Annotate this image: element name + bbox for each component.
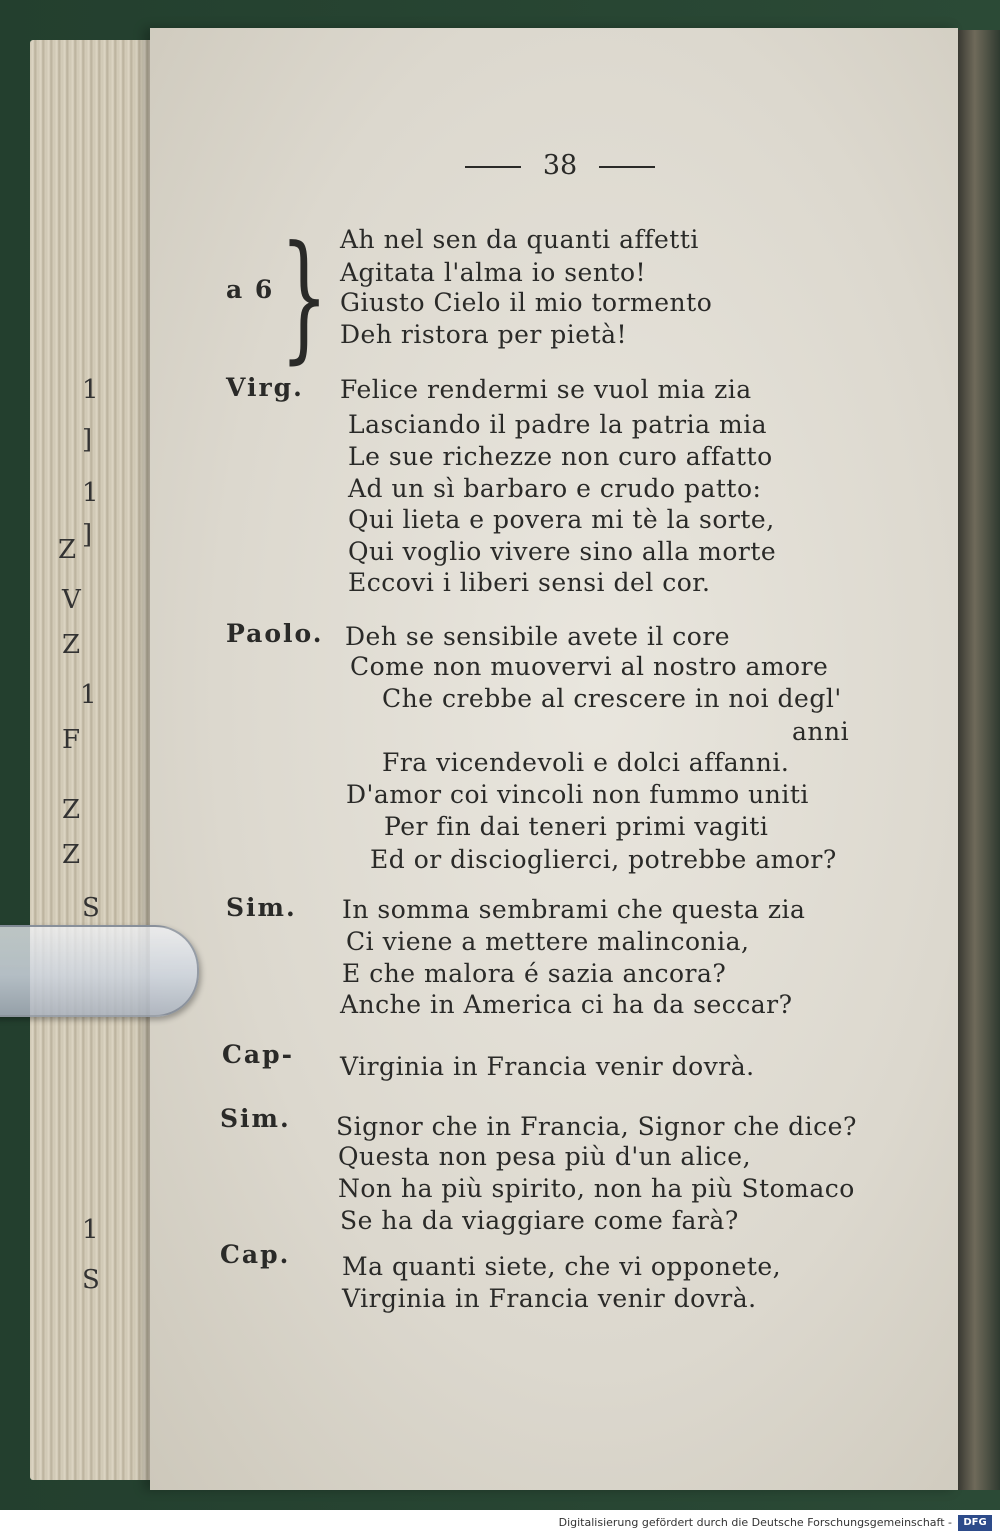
verse-line: Anche in America ci ha da seccar? [340, 990, 793, 1019]
speaker-label: Sim. [220, 1104, 291, 1133]
verse-line: Signor che in Francia, Signor che dice? [336, 1112, 857, 1141]
header-dash-left [465, 166, 521, 168]
verse-line: Felice rendermi se vuol mia zia [340, 375, 752, 404]
verse-line: anni [792, 717, 850, 746]
margin-mark: 1 [80, 680, 97, 710]
verse-line: Virginia in Francia venir dovrà. [340, 1052, 755, 1081]
page-number: 38 [542, 150, 578, 181]
speaker-label: Cap- [222, 1040, 294, 1069]
margin-mark: Z [62, 630, 81, 660]
margin-mark: V [62, 585, 81, 615]
verse-line: Le sue richezze non curo affatto [348, 442, 773, 471]
glass-ruler [0, 925, 199, 1017]
margin-mark: Z [62, 840, 81, 870]
verse-line: Ci viene a mettere malinconia, [346, 927, 750, 956]
verse-line: In somma sembrami che questa zia [342, 895, 806, 924]
verse-line: Fra vicendevoli e dolci affanni. [382, 748, 790, 777]
verse-line: Ed or discioglierci, potrebbe amor? [370, 845, 837, 874]
speaker-label: Sim. [226, 893, 297, 922]
verse-line: Virginia in Francia venir dovrà. [342, 1284, 757, 1313]
margin-mark: Z [58, 535, 77, 565]
verse-line: E che malora é sazia ancora? [342, 959, 727, 988]
verse-line: Qui lieta e povera mi tè la sorte, [348, 505, 775, 534]
verse-line: Giusto Cielo il mio tormento [340, 288, 713, 317]
verse-line: Lasciando il padre la patria mia [348, 410, 768, 439]
margin-mark: 1 [82, 1215, 99, 1245]
header-dash-right [599, 166, 655, 168]
margin-mark: S [82, 893, 100, 923]
verse-line: Se ha da viaggiare come farà? [340, 1206, 739, 1235]
verse-line: Che crebbe al crescere in noi degl' [382, 684, 842, 713]
verse-line: Deh ristora per pietà! [340, 320, 628, 349]
speaker-label: Virg. [226, 373, 304, 402]
verse-line: Non ha più spirito, non ha più Stomaco [338, 1174, 855, 1203]
page-header [440, 150, 680, 181]
page-stack-edge [30, 40, 160, 1480]
curly-brace-icon: } [280, 216, 329, 377]
margin-mark: ] [82, 520, 93, 550]
footer-credit: Digitalisierung gefördert durch die Deutsche Forschungsgemeinschaft - [558, 1516, 952, 1529]
verse-line: Ad un sì barbaro e crudo patto: [348, 474, 762, 503]
verse-line: Qui voglio vivere sino alla morte [348, 537, 777, 566]
margin-mark: Z [62, 795, 81, 825]
verse-line: Ma quanti siete, che vi opponete, [342, 1252, 782, 1281]
speaker-label: a 6 [226, 275, 275, 304]
verse-line: D'amor coi vincoli non fummo uniti [346, 780, 809, 809]
verse-line: Eccovi i liberi sensi del cor. [348, 568, 711, 597]
margin-mark: F [62, 725, 81, 755]
verse-line: Per fin dai teneri primi vagiti [384, 812, 769, 841]
speaker-label: Cap. [220, 1240, 291, 1269]
verse-line: Agitata l'alma io sento! [340, 258, 647, 287]
margin-mark: 1 [82, 478, 99, 508]
margin-mark: S [82, 1265, 100, 1295]
book-right-edge [958, 30, 1000, 1490]
footer-bar [0, 1510, 1000, 1537]
margin-mark: 1 [82, 375, 99, 405]
speaker-label: Paolo. [226, 619, 324, 648]
margin-mark: ] [82, 425, 93, 455]
dfg-logo: DFG [958, 1515, 992, 1531]
verse-line: Come non muovervi al nostro amore [350, 652, 829, 681]
verse-line: Questa non pesa più d'un alice, [338, 1142, 752, 1171]
verse-line: Ah nel sen da quanti affetti [340, 225, 699, 254]
verse-line: Deh se sensibile avete il core [345, 622, 731, 651]
